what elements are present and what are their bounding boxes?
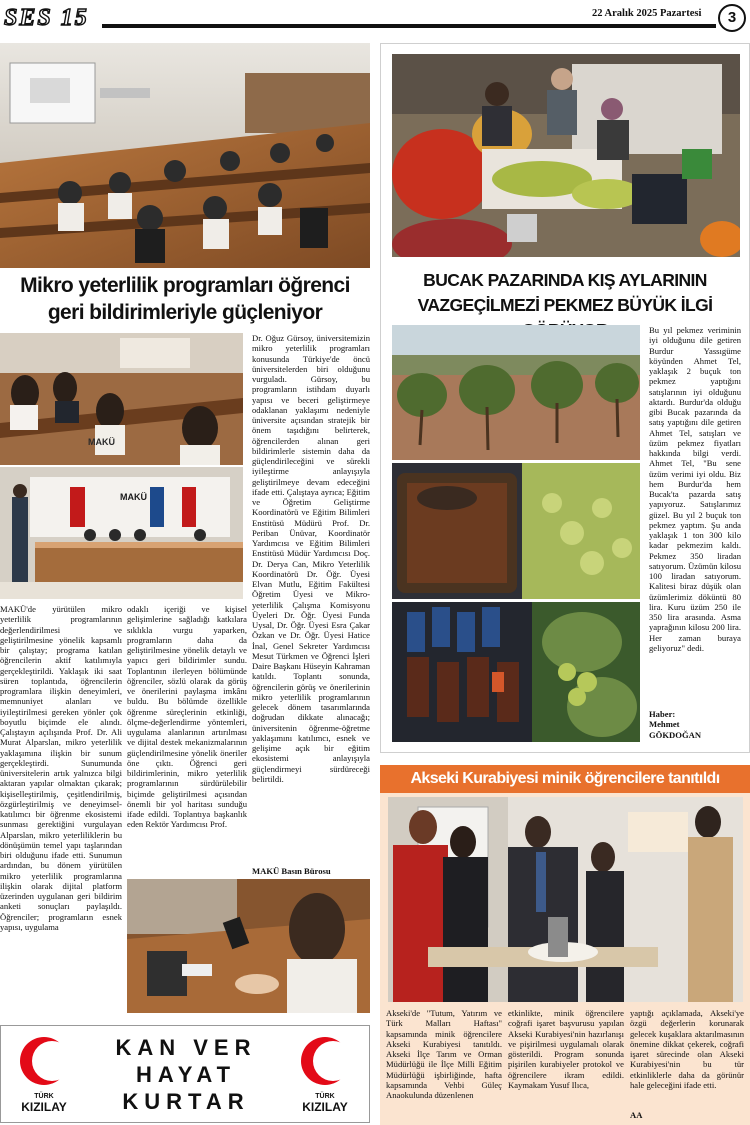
photo-raisins-grapes <box>392 463 640 599</box>
maku-banner-label: MAKÜ <box>88 437 115 447</box>
photo-vineyard <box>392 325 640 460</box>
red-crescent-icon <box>286 1034 364 1088</box>
pekmez-credit <box>649 709 741 740</box>
headline-akseki: Akseki Kurabiyesi minik öğrencilere tanıtıldı <box>410 770 720 787</box>
photo-lecture-hall <box>0 43 370 268</box>
kizilay-logo-right <box>286 1034 364 1116</box>
photo-market-stall <box>392 54 740 257</box>
akseki-column-2: etkinlikte, minik öğrencilere coğrafi işaret başvurusu yapılan Akseki Kurabiyesi'nin hazırlanışı ve pişirilmesi uygulamalı olarak gösterildi. Program sonunda pişirilen kurabiyeler protokol ve öğrencilere ikram edildi. Kaymakam Yusuf Ilıca, <box>508 1008 624 1090</box>
masthead <box>0 0 750 34</box>
kizilay-brand-top-right: TÜRK <box>315 1093 335 1100</box>
kizilay-brand-top-left: TÜRK <box>34 1093 54 1100</box>
photo-students-meeting <box>0 333 243 465</box>
mikro-column-2: odaklı içeriği ve kişisel gelişimlerine sağladığı katkılara sıklıkla vurgu yaparken, programların daha da geliştirilmesine yönelik detaylı ve yapıcı geri bildirimler sundu. Toplantının ilerleyen bölümünde öğrenciler, sözlü olarak da görüş ve önerilerini paylaşma imkânı buldu. Bu bölümde özellikle öğrenme süreçlerinin etkinliği, ölçme-değerlendirme yöntemleri, uygulama alanlarının artırılması ve dijital destek mekanizmalarının güçlendirilmesine yönelik öneriler öne çıktı. Öğrenci geri bildirimlerinin, mikro yeterlilik programlarının sürdürülebilir biçimde geliştirilmesi açısından önemli bir yol haritası sunduğu ifade edildi. Toplantıya başkanlık eden Rektör Yardımcısı Prof. <box>127 604 247 830</box>
akseki-kitchen-illustration <box>388 797 743 1002</box>
vineyard-illustration <box>392 325 640 460</box>
pekmez-credit-name-2: GÖKDOĞAN <box>649 729 702 740</box>
slogan-line-2: HAYAT <box>135 1062 237 1087</box>
akseki-column-3: yaptığı açıklamada, Akseki'ye özgü değerlerin korunarak gelecek kuşaklara aktarılmasının önemine dikkat çekerek, coğrafi işaret sürecinde olan Akseki Kurabiyesi'nin bu tür etkinliklerle daha da görünür hale geleceğini ifade etti. <box>630 1008 744 1090</box>
photo-student-phone <box>127 879 370 1013</box>
headline-mikro: Mikro yeterlilik programları öğrenci geri bildirimleriyle güçleniyor <box>20 274 350 324</box>
photo-pekmez-bottles <box>392 602 640 742</box>
mikro-credit: MAKÜ Basın Bürosu <box>252 866 331 876</box>
photo-akseki-kitchen <box>388 797 743 1002</box>
slogan-line-1: KAN VER <box>115 1035 257 1060</box>
masthead-rule <box>102 24 716 28</box>
pekmez-body: Bu yıl pekmez veriminin iyi olduğunu dile getiren Burdur Yassıgüme köyünden Ahmet Tel, yaklaşık 2 buçuk ton pekmez yaptığını satışlarının iyi olduğunu aktardı. Burdur'da olduğu gibi Bucak pazarında da satış yaptığını dile getiren Ahmet Tel, satışları ve üzüm pekmez fiyatları hakkında bilgi verdi. Ahmet Tel, "Bu sene üzüm verimi iyi oldu. Biz hem Burdur'da hem Bucak'ta pazarda satış yapıyoruz. Satışlarımız güzel. Bu yıl 2 buçuk ton pekmez yaptım. Şu anda yaklaşık 1 ton 300 kilo kadar pekmezim kaldı. Pekmez 350 liradan satıyorum. Üzümün kilosu 100 liradan satıyorum. Kalitesi biraz düşük olan üzümlerimiz döküntü 80 lira. Kuru üzüm 250 ile 350 lira arasında. Asma yaprağının kilosu 200 lira. Her zaman buraya geliyoruz" dedi. <box>649 325 741 653</box>
slogan-line-3: KURTAR <box>122 1089 250 1114</box>
kizilay-slogan <box>91 1034 281 1115</box>
kizilay-brand-bottom-left: KIZILAY <box>21 1100 67 1114</box>
students-meeting-illustration <box>0 333 243 465</box>
photo-panel-stage <box>0 467 243 599</box>
pekmez-bottles-illustration <box>392 602 640 742</box>
page-number: 3 <box>718 4 746 32</box>
masthead-date: 22 Aralık 2025 Pazartesi <box>592 8 702 19</box>
kizilay-logo-left <box>5 1034 83 1116</box>
market-stall-illustration <box>392 54 740 257</box>
lecture-hall-illustration <box>0 43 370 268</box>
pekmez-credit-name-1: Mehmet <box>649 719 680 730</box>
akseki-credit: AA <box>630 1110 643 1120</box>
masthead-logo: SES 15 <box>4 5 89 31</box>
headline-pekmez-line-2: VAZGEÇİLMEZİ PEKMEZ BÜYÜK İLGİ <box>417 295 713 315</box>
headline-pekmez-line-1: BUCAK PAZARINDA KIŞ AYLARININ <box>423 270 707 290</box>
mikro-column-3: Dr. Oğuz Gürsoy, üniversitemizin mikro yeterlilik programları konusunda Türkiye'de öncü üniversitelerden biri olduğunu vurguladı. Gürsoy, bu programların istihdam duyarlı yapısı ve beceri geliştirmeye odaklanan yaklaşımı nedeniyle üniversite açısından stratejik bir önem taşıdığını belirterek, öğrencilerden alınan geri bildirimlerle sistemin daha da güçlendirileceğini ve sürekli iyileştirme anlayışıyla geliştirilmeye devam edeceğini ifade etti. Çalıştaya ayrıca; Eğitim ve Öğretim Geliştirme Koordinatörü ve Eğitim Bilimleri Enstitüsü Müdürü Prof. Dr. Periban Ünüvar, Koordinatör Yardımcısı ve Eğitim Bilimleri Enstitüsü Müdür Yardımcısı Doç. Dr. Derya Can, Mikro Yeterlilik Koordinatörü Dr. Öğr. Üyesi Elvan Mutlu, Eğitim Fakültesi Öğretim Üyesi ve Mikro-yeterlilik Çalışma Komisyonu Üyeleri Dr. Öğr. Üyesi Funda Uysal, Dr. Öğr. Üyesi Esra Çakar Özkan ve Dr. Öğr. Üyesi Hatice İnal, Genel Sekreter Yardımcısı Mesut Türkmen ve Öğrenci İşleri Daire Başkanı Hüseyin Kahraman katıldı. Toplantı sonunda, öğrencilerin görüş ve önerilerinin mikro yeterlilik programlarının gelecek dönem tasarımlarında doğrudan dikkate alınacağı; üniversitenin öğrenme-öğretme yaklaşımını katılımcı, esnek ve gelişime açık bir eğitim ekosistemi anlayışıyla güçlendirmeyi sürdüreceği belirtildi. <box>252 333 370 784</box>
kizilay-ad <box>0 1025 370 1123</box>
raisins-grapes-illustration <box>392 463 640 599</box>
red-crescent-icon <box>5 1034 83 1088</box>
student-phone-illustration <box>127 879 370 1013</box>
kizilay-brand-bottom-right: KIZILAY <box>302 1100 348 1114</box>
akseki-column-1: Akseki'de "Tutum, Yatırım ve Türk Malları Haftası" kapsamında minik öğrencilere Akseki Kurabiyesi tanıtıldı. Akseki İlçe Tarım ve Orman Müdürlüğü ile İlçe Milli Eğitim Müdürlüğü işbirliğinde, hafta kapsamında Vehbi Güleç Anaokulunda düzenlenen <box>386 1008 502 1100</box>
mikro-column-1: MAKÜ'de yürütülen mikro yeterlilik programlarının değerlendirilmesi ve geliştirilmesine yönelik kapsamlı bir çalıştay; programa katılan öğrencilerin aktif katılımıyla gerçekleştirildi. Yaklaşık iki saat süren toplantıda, öğrencilerin programlara ilişkin deneyimleri, memnuniyet alanları ve iyileştirilmesi gereken yönler çok boyutlu biçimde ele alındı. Çalıştayın açılışında Prof. Dr. Ali Murat Alparslan, mikro yeterlilik yaklaşımına ilişkin bir sunum gerçekleştirdi. Sunumunda üniversitelerin artık yalnızca bilgi aktaran yapılar olmaktan çıkarak; kişiselleştirilmiş, çeşitlendirilmiş, özgürleştirilmiş ve deneyimsel-katılımcı bir öğrenme ekosistemi sunması gerektiğini vurgulayan Alparslan, mikro yeterliliklerin bu dönüşümün temel yapı taşlarından biri olduğunu ifade etti. Sunumun ardından, bu dönem yürütülen mikro yeterlilik programlarına ilişkin olarak dijital platform üzerinden uygulanan geri bildirim anketi sonuçları paylaşıldı. Öğrenciler; programların esnek yapısı, uygulama <box>0 604 122 932</box>
panel-stage-illustration <box>0 467 243 599</box>
maku-stage-label: MAKÜ <box>120 492 147 502</box>
pekmez-credit-label: Haber: <box>649 709 676 719</box>
